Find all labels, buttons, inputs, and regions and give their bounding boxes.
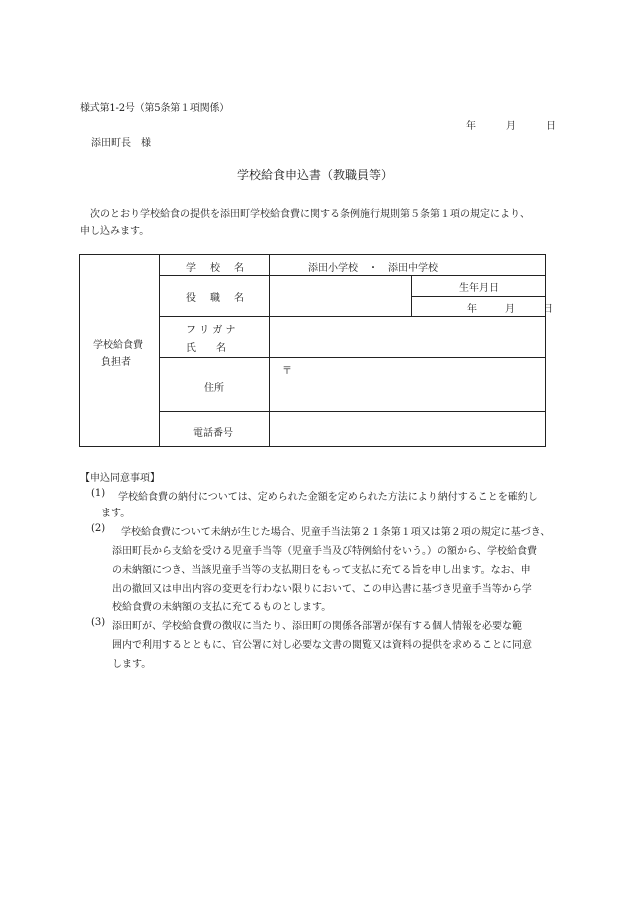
- consent-item-1-line1: 学校給食費の納付については、定められた金額を定められた方法により納付することを確約し: [118, 492, 538, 503]
- birthdate-year: 年: [467, 304, 477, 315]
- address-field[interactable]: [270, 358, 545, 411]
- school-value: 添田小学校 ・ 添田中学校: [308, 263, 438, 274]
- date-line: [466, 117, 556, 132]
- address-label: 住所: [204, 383, 224, 394]
- form-number: 様式第1-2号（第5条第１項関係）: [80, 103, 230, 114]
- birthdate-month: 月: [505, 304, 515, 315]
- consent-item-2-line2: 添田町長から支給を受ける児童手当等（児童手当及び特例給付をいう。）の額から、学校給食費: [112, 546, 537, 557]
- name-field[interactable]: [270, 317, 545, 357]
- payer-header-line2: 負担者: [101, 357, 131, 368]
- birthdate-label: 生年月日: [459, 283, 499, 294]
- date-day: 日: [546, 121, 556, 132]
- consent-item-3-line3: します。: [112, 659, 152, 670]
- page-title: 学校給食申込書（教職員等）: [236, 168, 393, 182]
- consent-item-2-number: (2): [91, 523, 106, 534]
- consent-item-3-line2: 囲内で利用するとともに、官公署に対し必要な文書の閲覧又は資料の提供を求めることに同意: [112, 640, 532, 651]
- date-month: 月: [506, 121, 516, 132]
- position-field[interactable]: [270, 276, 411, 316]
- date-year: 年: [466, 121, 476, 132]
- school-label: 学 校 名: [186, 263, 246, 274]
- consent-item-2-line4: 出の撤回又は申出内容の変更を行わない限りにおいて、この申込書に基づき児童手当等から学: [112, 584, 532, 595]
- intro-line-1: 次のとおり学校給食の提供を添田町学校給食費に関する条例施行規則第５条第１項の規定により、: [90, 209, 530, 220]
- postal-mark: 〒: [282, 366, 292, 377]
- consent-item-2-line5: 校給食費の未納額の支払に充てるものとします。: [112, 602, 332, 613]
- consent-item-3-line1: 添田町が、学校給食費の徴収に当たり、添田町の関係各部署が保有する個人情報を必要な範: [112, 621, 522, 632]
- consent-item-2-line1: 学校給食費について未納が生じた場合、児童手当法第２１条第１項又は第２項の規定に基づき、: [121, 527, 551, 538]
- phone-label: 電話番号: [193, 428, 233, 439]
- intro-line-2: 申し込みます。: [80, 226, 150, 237]
- furigana-label: フ リ ガ ナ: [186, 325, 236, 336]
- name-label: 氏 名: [186, 343, 226, 354]
- payer-header-line1: 学校給食費: [93, 340, 143, 351]
- birthdate-field[interactable]: [467, 300, 553, 315]
- consent-item-2-line3: の未納額につき、当該児童手当等の支払期日をもって支払に充てる旨を申し出ます。なお、申: [112, 565, 531, 576]
- consent-heading: 【申込同意事項】: [80, 473, 160, 484]
- consent-item-3-number: (3): [91, 617, 106, 628]
- position-label: 役 職 名: [186, 293, 246, 304]
- consent-item-1-number: (1): [91, 488, 106, 499]
- addressee: 添田町長 様: [91, 138, 151, 149]
- birthdate-day: 日: [543, 304, 553, 315]
- consent-item-1-line2: ます。: [101, 508, 131, 519]
- phone-field[interactable]: [270, 412, 545, 446]
